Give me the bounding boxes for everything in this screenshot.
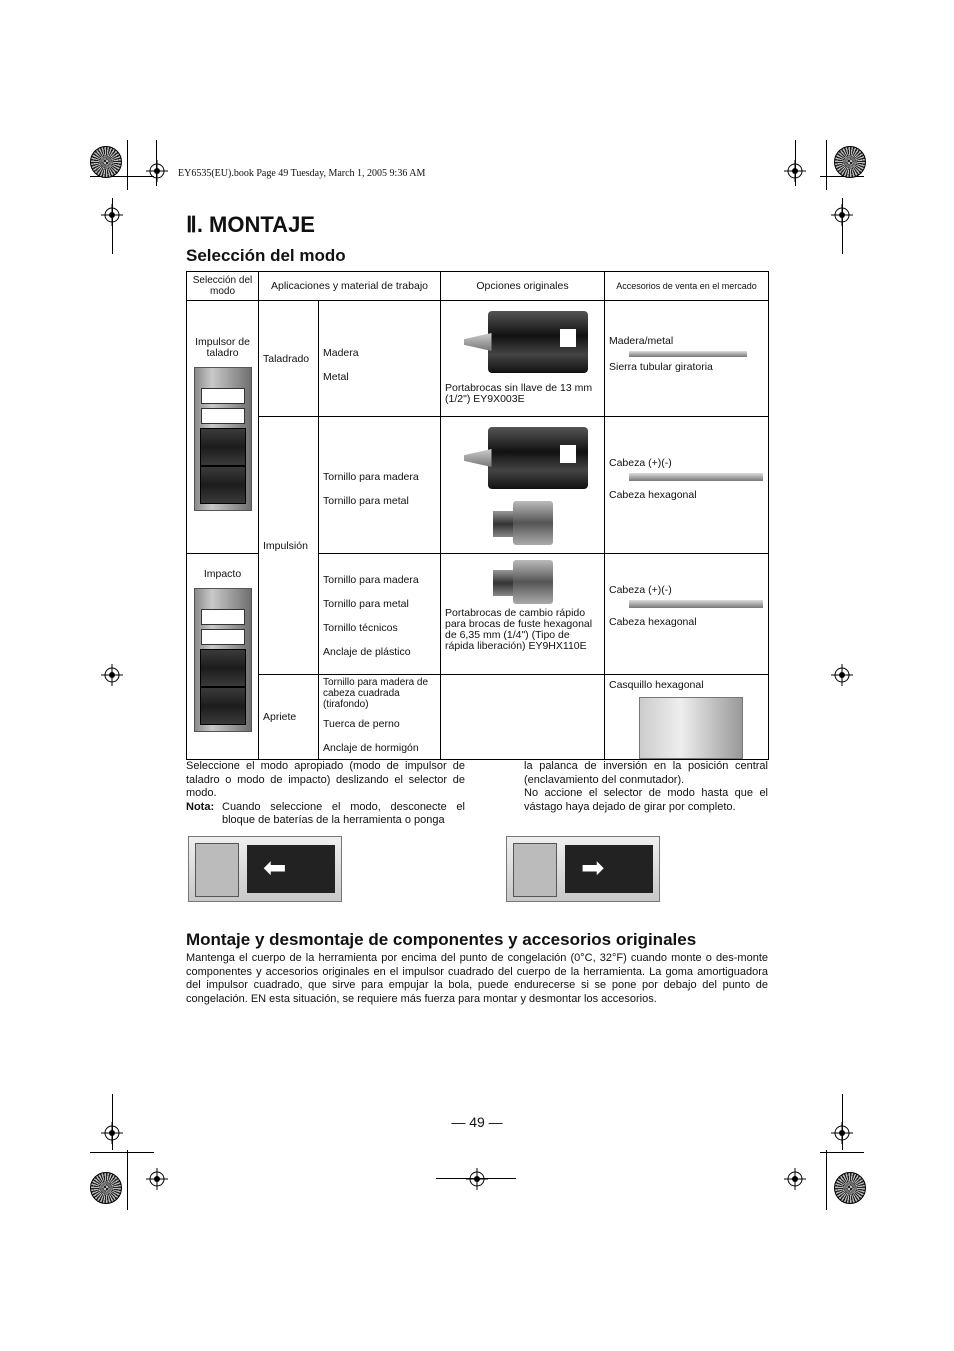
crosshair-icon [101, 204, 123, 226]
header-original-options: Opciones originales [441, 272, 605, 301]
material-bolt-nut: Tuerca de perno [323, 718, 400, 730]
material-wood: Madera [323, 347, 359, 359]
app-driving-cell [259, 417, 319, 675]
accessory-phillips-bit: Cabeza (+)(-) [609, 584, 672, 596]
tight-materials-cell [319, 675, 441, 760]
tight-accessories-cell [605, 675, 769, 760]
registration-rosette-top-left [90, 146, 122, 178]
accessory-wood-metal: Madera/metal [609, 335, 674, 347]
crosshair-icon [831, 664, 853, 686]
drive-accessories-cell [605, 417, 769, 554]
instruction-select-mode: Seleccione el modo apropiado (modo de impulsor de taladro o modo de impacto) deslizando el selector de modo. [186, 760, 465, 799]
instructions-right [524, 760, 768, 814]
material-technical-screw: Tornillo técnicos [323, 622, 398, 634]
material-wood-screw: Tornillo para madera [323, 471, 419, 483]
registration-rosette-bottom-left [90, 1172, 122, 1204]
quick-chuck-image [493, 501, 553, 545]
mode-cell-drill [187, 301, 259, 554]
drive-option-cell [441, 417, 605, 554]
material-lag-screw: Tornillo para madera de cabeza cuadrada (tirafondo) [323, 677, 429, 710]
drill-option-cell [441, 301, 605, 417]
app-tightening-label: Apriete [263, 711, 297, 723]
impact-option-cell [441, 554, 605, 675]
keyless-chuck-image [458, 307, 588, 379]
accessory-hex-bit: Cabeza hexagonal [609, 489, 697, 501]
mode-selector-right-image [506, 836, 660, 902]
impact-accessories-cell [605, 554, 769, 675]
mode-switch-impact-image [194, 588, 252, 732]
instructions-left [186, 760, 465, 828]
note-text: Cuando seleccione el modo, desconecte el bloque de baterías de la herramienta o ponga [222, 800, 465, 826]
section-title: Ⅱ. MONTAJE [186, 212, 315, 237]
drill-bit-image [629, 351, 747, 357]
material-concrete-anchor: Anclaje de hormigón [323, 742, 419, 754]
right-arrow-icon: ➡ [581, 852, 605, 883]
accessory-phillips-bit: Cabeza (+)(-) [609, 457, 672, 469]
material-metal-screw: Tornillo para metal [323, 598, 409, 610]
page-number: — 49 — [451, 1114, 503, 1130]
crosshair-icon [831, 204, 853, 226]
crosshair-icon [466, 1168, 488, 1190]
note-label: Nota: [186, 800, 215, 813]
impact-materials-cell [319, 554, 441, 675]
section2-body: Mantenga el cuerpo de la herramienta por encima del punto de congelación (0°C, 32°F) cuando monte o des-monte componentes y accesorios originales en el impulsor cuadrado del cuerpo de la herramienta. La goma amortiguadora del impulsor cuadrado, que sirve para empujar la bola, puede endurecerse si se pone por debajo del punto de congelación. EN esta situación, se requiere más fuerza para montar y desmontar los accesorios. [186, 952, 768, 1005]
header-mode: Selección del modo [187, 272, 259, 301]
drill-option-text: Portabrocas sin llave de 13 mm (1/2") EY9X003E [445, 382, 593, 405]
app-drilling-cell [259, 301, 319, 417]
drill-materials-cell [319, 301, 441, 417]
mode-label-drill: Impulsor de taladro [195, 336, 250, 359]
instruction-wait-spindle: No accione el selector de modo hasta que el vástago haya dejado de girar por completo. [524, 787, 768, 813]
crosshair-icon [146, 160, 168, 182]
section2-title: Montaje y desmontaje de componentes y accesorios originales [186, 930, 697, 949]
crosshair-icon [784, 160, 806, 182]
accessory-hole-saw: Sierra tubular giratoria [609, 361, 713, 373]
mode-switch-drill-image [194, 367, 252, 511]
mode-label-impact: Impacto [203, 568, 242, 580]
tight-option-cell [441, 675, 605, 760]
file-header-note: EY6535(EU).book Page 49 Tuesday, March 1, 2005 9:36 AM [178, 168, 426, 179]
drill-accessories-cell [605, 301, 769, 417]
crosshair-icon [784, 1168, 806, 1190]
instruction-reverse-lever: la palanca de inversión en la posición central (enclavamiento del conmutador). [524, 760, 768, 786]
registration-rosette-top-right [834, 146, 866, 178]
hex-socket-image [639, 697, 743, 759]
screwdriver-bit-image [629, 473, 763, 481]
header-applications: Aplicaciones y material de trabajo [259, 272, 441, 301]
material-plastic-anchor: Anclaje de plástico [323, 646, 411, 658]
app-tightening-cell [259, 675, 319, 760]
section-subtitle: Selección del modo [186, 246, 346, 265]
crosshair-icon [146, 1168, 168, 1190]
impact-option-text: Portabrocas de cambio rápido para brocas de fuste hexagonal de 6,35 mm (1/4") (Tipo de rápida liberación) EY9HX110E [445, 607, 593, 652]
header-market-accessories: Accesorios de venta en el mercado [605, 272, 769, 301]
left-arrow-icon: ⬅ [263, 852, 287, 883]
mode-selection-table [186, 271, 769, 760]
table-row [187, 675, 769, 760]
material-metal: Metal [323, 371, 349, 383]
material-metal-screw: Tornillo para metal [323, 495, 409, 507]
mode-selector-left-image [188, 836, 342, 902]
registration-rosette-bottom-right [834, 1172, 866, 1204]
table-header-row [187, 272, 769, 301]
table-row [187, 301, 769, 417]
crosshair-icon [101, 664, 123, 686]
table-row [187, 417, 769, 554]
accessory-hex-bit: Cabeza hexagonal [609, 616, 697, 628]
app-driving-label: Impulsión [263, 539, 308, 552]
keyless-chuck-image [458, 423, 588, 495]
accessory-hex-socket: Casquillo hexagonal [609, 679, 704, 691]
mode-cell-impact [187, 554, 259, 760]
drive-materials-cell [319, 417, 441, 554]
quick-chuck-image [493, 560, 553, 604]
screwdriver-bit-image [629, 600, 763, 608]
app-drilling-label: Taladrado [263, 352, 310, 365]
material-wood-screw: Tornillo para madera [323, 574, 419, 586]
